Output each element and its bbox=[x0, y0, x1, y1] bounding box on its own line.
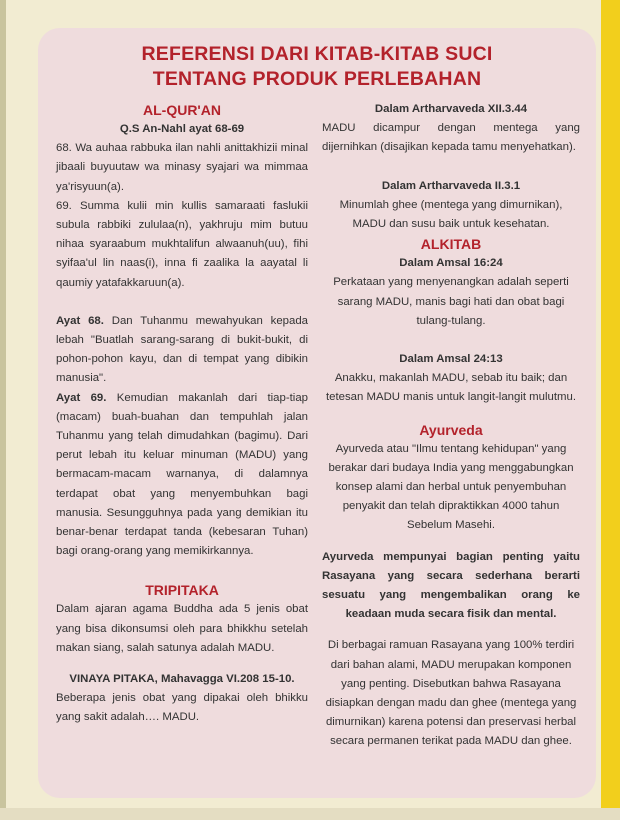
page-title bbox=[38, 42, 596, 92]
title-line-1: REFERENSI DARI KITAB-KITAB SUCI bbox=[141, 43, 493, 65]
page-edge-right bbox=[601, 0, 620, 820]
amsal-24-text: Anakku, makanlah MADU, sebab itu baik; dan tetesan MADU manis untuk langit-langit mulutmu. bbox=[325, 372, 577, 404]
right-column bbox=[322, 100, 580, 752]
page-edge-left bbox=[0, 0, 6, 820]
title-line-2: TENTANG PRODUK PERLEBAHAN bbox=[152, 68, 482, 90]
artharvaveda-1-text: MADU dicampur dengan mentega yang dijernihkan (disajikan kepada tamu menyehatkan). bbox=[322, 122, 580, 154]
content-card bbox=[38, 28, 596, 798]
vinaya-pitaka-reference: VINAYA PITAKA, Mahavagga VI.208 15-10. bbox=[69, 673, 295, 686]
heading-tripitaka: TRIPITAKA bbox=[145, 582, 219, 599]
ayat-68-text: Dan Tuhanmu mewahyukan kepada lebah "Buatlah sarang-sarang di bukit-bukit, di pohon-pohon kayu, dan di tempat yang dibikin manusia". bbox=[56, 314, 308, 385]
vinaya-pitaka-text: Beberapa jenis obat yang dipakai oleh bhikku yang sakit adalah…. MADU. bbox=[56, 692, 308, 724]
ayat-68-label: Ayat 68. bbox=[56, 314, 104, 327]
heading-ayurveda: Ayurveda bbox=[419, 421, 483, 438]
ayat-69-translation bbox=[56, 389, 308, 562]
tripitaka-paragraph: Dalam ajaran agama Buddha ada 5 jenis obat yang bisa dikonsumsi oleh para bhikkhu setelah makan siang, salah satunya adalah MADU. bbox=[56, 603, 308, 654]
artharvaveda-2-reference: Dalam Artharvaveda II.3.1 bbox=[381, 179, 521, 192]
quran-verse-69: 69. Summa kulii min kullis samaraati faslukii subula rabbiki zululaa(n), yakhruju mim butuu nihaa syaraabum mukhtalifun alwaanuh(uu), fihi syifaa'ul lin naas(i), inna fi zaalika la aayatal li qaumiy yatafakkaruun(a). bbox=[56, 199, 308, 289]
artharvaveda-2-text: Minumlah ghee (mentega yang dimurnikan), MADU dan susu baik untuk kesehatan. bbox=[339, 198, 563, 231]
left-column bbox=[56, 100, 308, 728]
amsal-16-text: Perkataan yang menyenangkan adalah seperti sarang MADU, manis bagi hati dan obat bagi tulang-tulang. bbox=[333, 276, 569, 327]
artharvaveda-1-reference: Dalam Artharvaveda XII.3.44 bbox=[374, 103, 528, 115]
quran-verse-68: 68. Wa auhaa rabbuka ilan nahli anittakhizii minal jibaali buyuutaw wa minasy syajari wa mimmaa ya'risyuun(a). bbox=[56, 142, 308, 193]
amsal-24-reference: Dalam Amsal 24:13 bbox=[399, 353, 503, 366]
page-edge-bottom bbox=[0, 808, 620, 820]
ayurveda-paragraph-1: Ayurveda atau "Ilmu tentang kehidupan" yang berakar dari budaya India yang menggabungkan konsep alami dan herbal untuk penyembuhan penyakit dan telah dipraktikkan 4000 tahun Sebelum Masehi. bbox=[328, 442, 574, 532]
amsal-16-reference: Dalam Amsal 16:24 bbox=[399, 257, 503, 270]
ayurveda-paragraph-3: Di berbagai ramuan Rasayana yang 100% terdiri dari bahan alami, MADU merupakan komponen yang penting. Disebutkan bahwa Rasayana disiapkan dengan madu dan ghee (mentega yang dimurnikan) karena potensi dan preservasi herbal secara permanen terikat pada MADU dan ghee. bbox=[325, 639, 577, 748]
heading-al-quran: AL-QUR'AN bbox=[143, 102, 221, 118]
ayat-68-translation bbox=[56, 312, 308, 389]
ayat-69-label: Ayat 69. bbox=[56, 391, 107, 404]
ayurveda-paragraph-2: Ayurveda mempunyai bagian penting yaitu Rasayana yang secara sederhana berarti sesuatu yang mengembalikan orang ke keadaan muda secara fisik dan mental. bbox=[322, 550, 580, 621]
quran-reference: Q.S An-Nahl ayat 68-69 bbox=[119, 123, 245, 135]
ayat-69-text: Kemudian makanlah dari tiap-tiap (macam) buah-buahan dan tempuhlah jalan Tuhanmu yang telah dimudahkan (bagimu). Dari perut lebah itu keluar minuman (MADU) yang bermacam-macam warnanya, di dalamnya terdapat obat yang menyembuhkan bagi manusia. Sesungguhnya pada yang demikian itu benar-benar terdapat tanda (kebesaran Tuhan) bagi orang-orang yang memikirkannya. bbox=[56, 391, 308, 558]
heading-alkitab: ALKITAB bbox=[420, 236, 482, 253]
